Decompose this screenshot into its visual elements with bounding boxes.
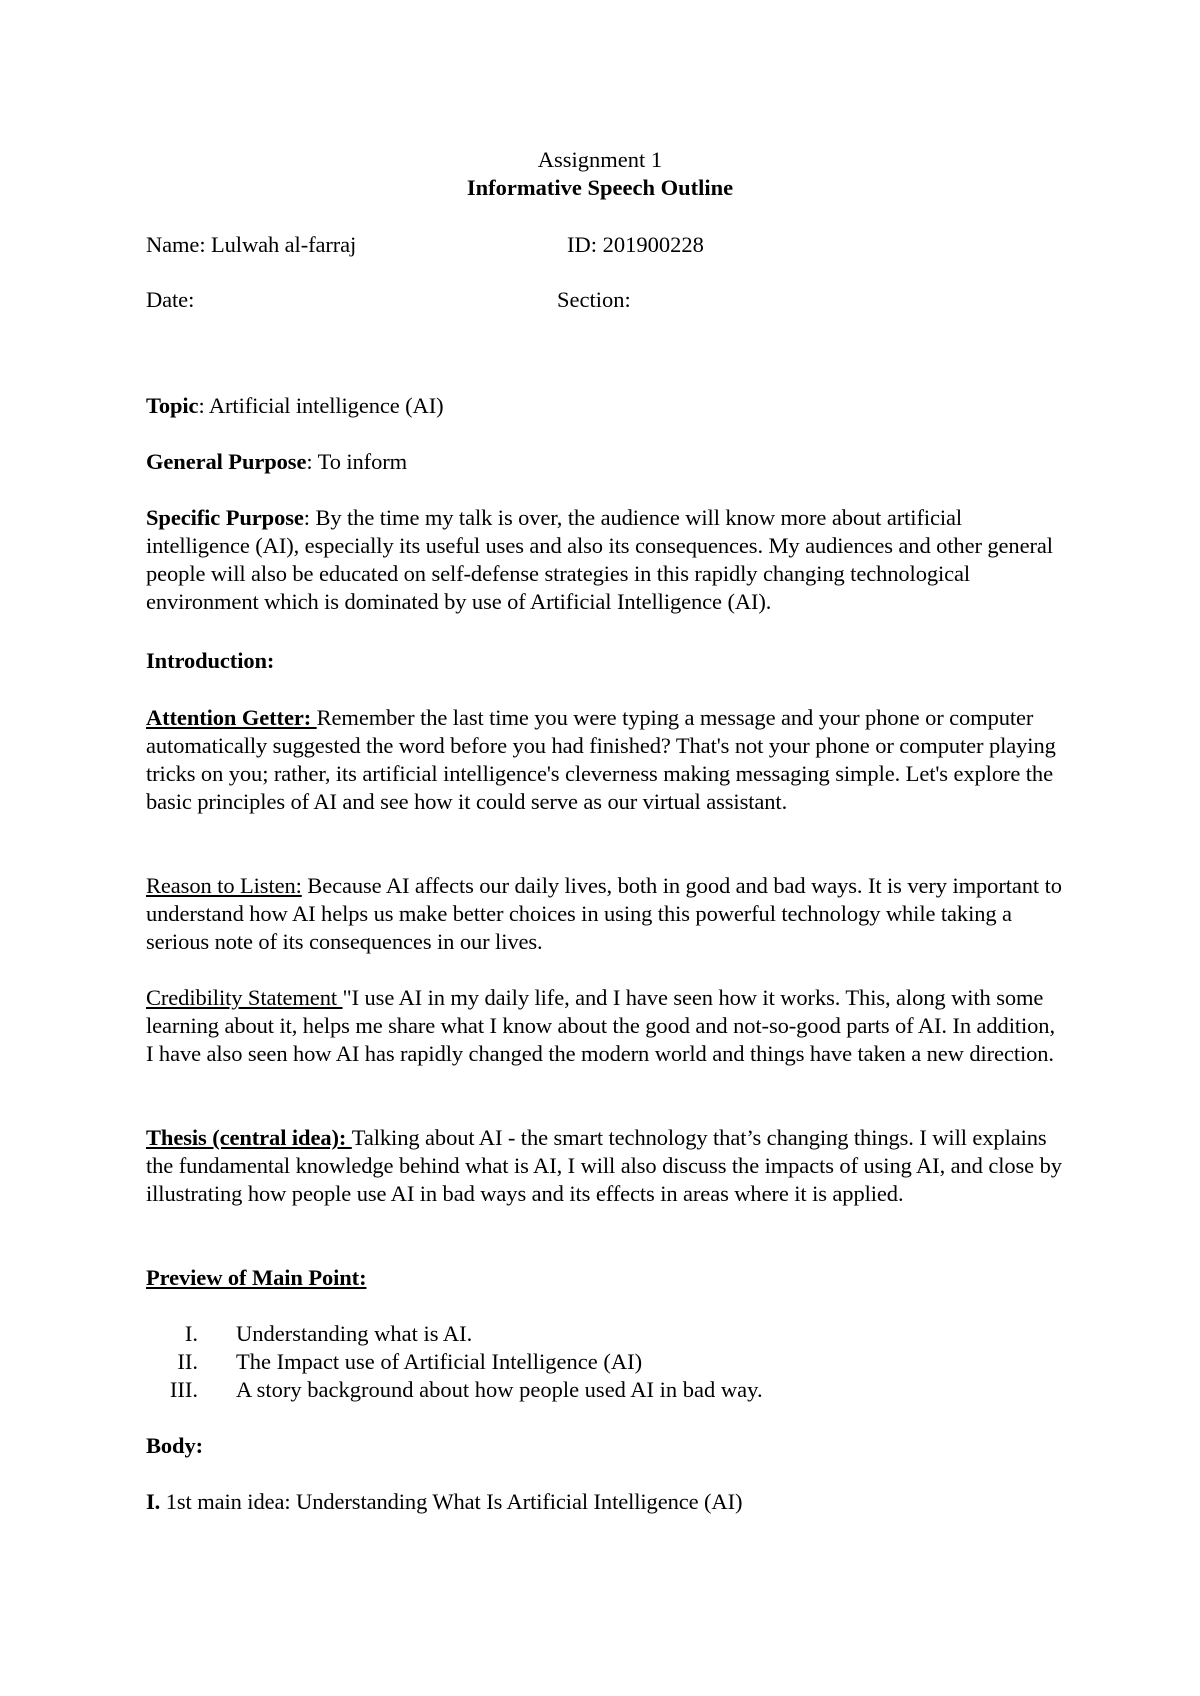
first-main-idea-number: I. (146, 1489, 161, 1514)
reason-to-listen-label: Reason to Listen: (146, 873, 302, 898)
first-main-idea-text: 1st main idea: Understanding What Is Artificial Intelligence (AI) (160, 1489, 743, 1514)
preview-list (146, 1320, 1066, 1404)
attention-getter-label: Attention Getter: (146, 705, 317, 730)
list-item-text: The Impact use of Artificial Intelligence (AI) (236, 1349, 643, 1374)
credibility-text: "I use AI in my daily life, and I have seen how it works. This, along with some learning about it, helps me share what I know about the good and not-so-good parts of AI. In addition, I have also seen how AI has rapidly changed the modern world and things have taken a new direction. (146, 985, 1055, 1066)
attention-getter-paragraph (146, 704, 1066, 816)
preview-heading: Preview of Main Point: (146, 1265, 367, 1290)
document-title: Informative Speech Outline (466, 175, 734, 200)
id-value: 201900228 (602, 232, 704, 257)
topic-label: Topic (146, 393, 199, 418)
list-item-number: II. (177, 1349, 198, 1374)
topic-line (146, 392, 1066, 420)
thesis-text: Talking about AI - the smart technology that’s changing things. I will explains the fundamental knowledge behind what is AI, I will also discuss the impacts of using AI, and close by illustrating how people use AI in bad ways and its effects in areas where it is applied. (146, 1125, 1062, 1206)
topic-text: : Artificial intelligence (AI) (198, 393, 444, 418)
list-item (146, 1320, 1066, 1348)
thesis-paragraph (146, 1124, 1066, 1208)
body-heading: Body: (146, 1433, 204, 1458)
specific-purpose-text: : By the time my talk is over, the audience will know more about artificial intelligence (AI), especially its useful uses and also its consequences. My audiences and other general people will also be educated on self-defense strategies in this rapidly changing technological environment which is dominated by use of Artificial Intelligence (AI). (146, 505, 1053, 614)
credibility-paragraph (146, 984, 1066, 1068)
first-main-idea-line (146, 1488, 1066, 1516)
general-purpose-label: General Purpose (146, 449, 307, 474)
introduction-heading: Introduction: (146, 648, 275, 673)
list-item-number: III. (169, 1377, 198, 1402)
credibility-label: Credibility Statement (146, 985, 343, 1010)
name-value: Lulwah al-farraj (211, 232, 357, 257)
id-label: ID: (567, 232, 603, 257)
reason-to-listen-paragraph (146, 872, 1066, 956)
list-item (146, 1348, 1066, 1376)
section-label: Section: (557, 287, 631, 312)
thesis-label: Thesis (central idea): (146, 1125, 352, 1150)
list-item-number: I. (184, 1321, 198, 1346)
specific-purpose-label: Specific Purpose (146, 505, 304, 530)
list-item-text: A story background about how people used AI in bad way. (236, 1377, 763, 1402)
id-line (567, 231, 704, 259)
general-purpose-line (146, 448, 1066, 476)
date-label: Date: (146, 287, 195, 312)
reason-to-listen-text: Because AI affects our daily lives, both in good and bad ways. It is very important to understand how AI helps us make better choices in using this powerful technology while taking a serious note of its consequences in our lives. (146, 873, 1062, 954)
general-purpose-text: : To inform (306, 449, 408, 474)
list-item-text: Understanding what is AI. (236, 1321, 473, 1346)
specific-purpose-paragraph (146, 504, 1066, 616)
name-label: Name: (146, 232, 211, 257)
attention-getter-text: Remember the last time you were typing a message and your phone or computer automatically suggested the word before you had finished? That's not your phone or computer playing tricks on you; rather, its artificial intelligence's cleverness making messaging simple. Let's explore the basic principles of AI and see how it could serve as our virtual assistant. (146, 705, 1056, 814)
assignment-label: Assignment 1 (537, 147, 663, 172)
list-item (146, 1376, 1066, 1404)
